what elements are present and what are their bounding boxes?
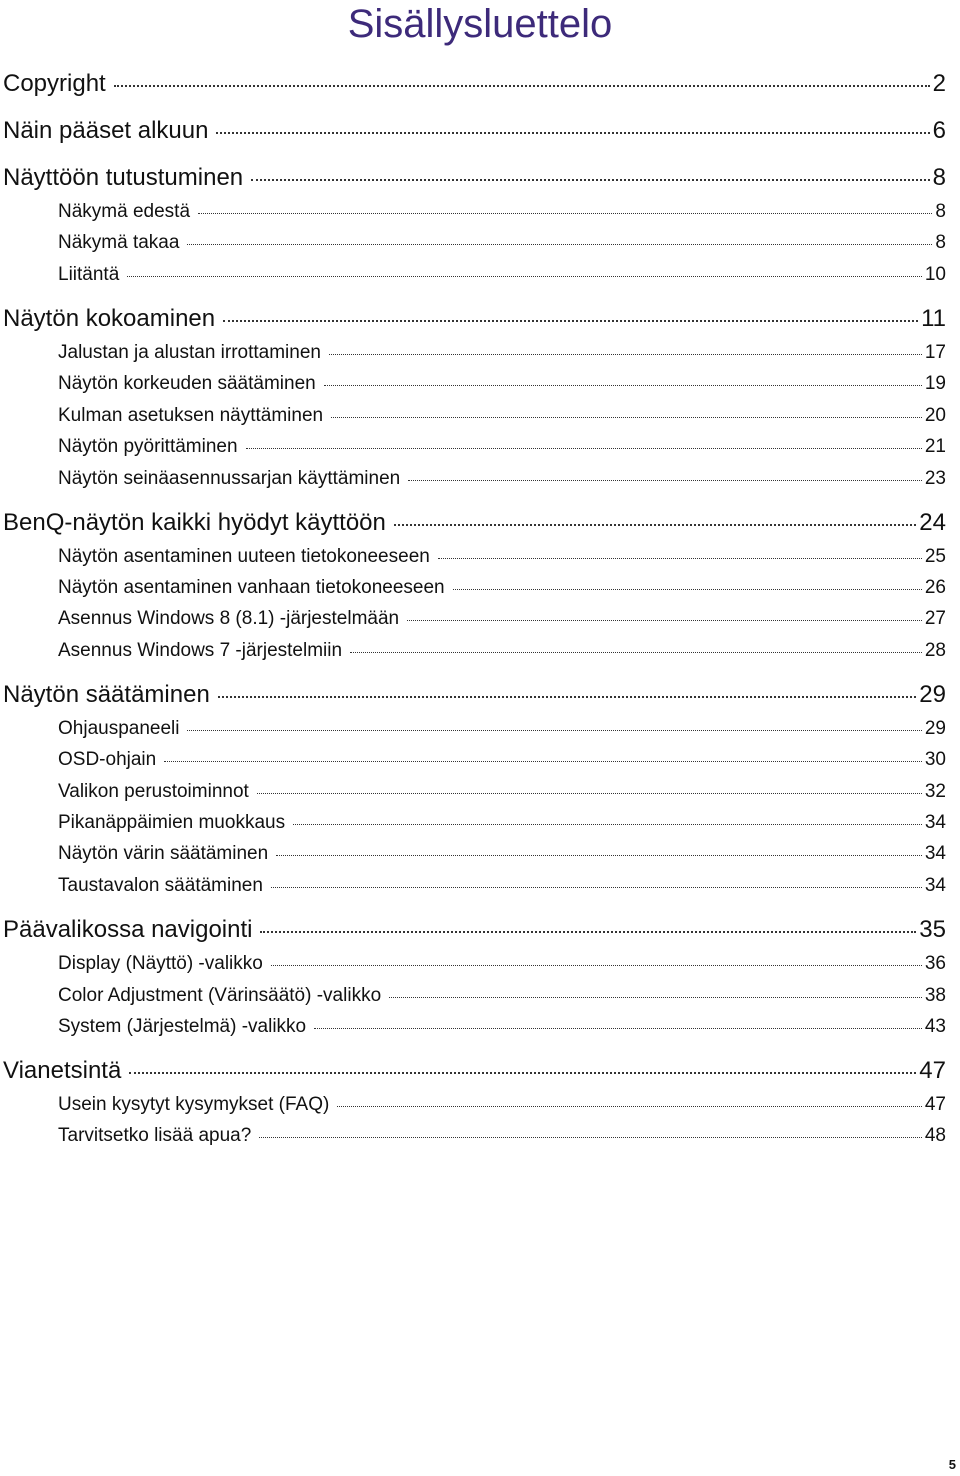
toc-dot-leader xyxy=(271,965,922,966)
toc-entry-label: Näytön asentaminen uuteen tietokoneeseen xyxy=(58,546,430,567)
toc-entry-label: Näytön säätäminen xyxy=(3,681,210,708)
toc-entry-label: Pikanäppäimien muokkaus xyxy=(58,812,286,833)
toc-entry-label: Taustavalon säätäminen xyxy=(58,875,263,896)
toc-dot-leader xyxy=(276,855,922,856)
toc-dot-leader xyxy=(329,354,922,355)
toc-entry-label: Näytön värin säätäminen xyxy=(58,843,269,864)
toc-entry-page: 34 xyxy=(924,843,946,864)
toc-entry-label: Color Adjustment (Värinsäätö) -valikko xyxy=(58,985,382,1006)
toc-section-entry[interactable] xyxy=(58,232,946,254)
page-number: 5 xyxy=(948,1457,956,1472)
toc-chapter-entry[interactable] xyxy=(3,916,946,944)
toc-section-entry[interactable] xyxy=(58,1016,946,1038)
toc-entry-page: 26 xyxy=(924,577,946,598)
toc-section-entry[interactable] xyxy=(58,405,946,427)
toc-dot-leader xyxy=(271,887,922,888)
toc-entry-label: Näyttöön tutustuminen xyxy=(3,164,244,191)
toc-entry-label: System (Järjestelmä) -valikko xyxy=(58,1016,307,1037)
toc-dot-leader xyxy=(129,1072,916,1074)
toc-dot-leader xyxy=(187,244,932,245)
toc-section-entry[interactable] xyxy=(58,875,946,897)
toc-section-entry[interactable] xyxy=(58,1094,946,1116)
toc-section-entry[interactable] xyxy=(58,953,946,975)
toc-dot-leader xyxy=(350,652,922,653)
toc-dot-leader xyxy=(314,1028,922,1029)
toc-entry-label: Näytön korkeuden säätäminen xyxy=(58,373,316,394)
toc-chapter-entry[interactable] xyxy=(3,681,946,709)
toc-dot-leader xyxy=(127,276,922,277)
toc-section-entry[interactable] xyxy=(58,436,946,458)
toc-entry-label: OSD-ohjain xyxy=(58,749,157,770)
toc-entry-page: 28 xyxy=(924,640,946,661)
toc-entry-label: Liitäntä xyxy=(58,264,120,285)
toc-dot-leader xyxy=(257,793,922,794)
toc-entry-page: 23 xyxy=(924,468,946,489)
toc-entry-page: 24 xyxy=(919,509,946,536)
toc-entry-page: 2 xyxy=(932,70,946,97)
toc-dot-leader xyxy=(293,824,922,825)
toc-entry-page: 17 xyxy=(924,342,946,363)
toc-dot-leader xyxy=(394,524,916,526)
toc-entry-page: 36 xyxy=(924,953,946,974)
toc-entry-page: 30 xyxy=(924,749,946,770)
toc-chapter-entry[interactable] xyxy=(3,509,946,537)
toc-dot-leader xyxy=(259,1137,922,1138)
toc-entry-label: Tarvitsetko lisää apua? xyxy=(58,1125,252,1146)
toc-section-entry[interactable] xyxy=(58,264,946,286)
toc-section-entry[interactable] xyxy=(58,201,946,223)
toc-section-entry[interactable] xyxy=(58,373,946,395)
toc-dot-leader xyxy=(198,213,932,214)
toc-entry-label: Ohjauspaneeli xyxy=(58,718,180,739)
toc-entry-page: 47 xyxy=(924,1094,946,1115)
toc-section-entry[interactable] xyxy=(58,1125,946,1147)
toc-chapter-entry[interactable] xyxy=(3,164,946,192)
toc-section-entry[interactable] xyxy=(58,577,946,599)
toc-entry-label: Päävalikossa navigointi xyxy=(3,916,253,943)
toc-entry-page: 43 xyxy=(924,1016,946,1037)
toc-entry-page: 48 xyxy=(924,1125,946,1146)
toc-section-entry[interactable] xyxy=(58,749,946,771)
page-title: Sisällysluettelo xyxy=(347,2,613,46)
toc-entry-page: 8 xyxy=(935,232,946,253)
toc-entry-page: 8 xyxy=(932,164,946,191)
toc-entry-label: Näkymä takaa xyxy=(58,232,180,253)
toc-dot-leader xyxy=(260,931,916,933)
toc-dot-leader xyxy=(223,320,918,322)
toc-entry-label: BenQ-näytön kaikki hyödyt käyttöön xyxy=(3,509,386,536)
toc-dot-leader xyxy=(187,730,921,731)
toc-entry-label: Copyright xyxy=(3,70,106,97)
toc-entry-label: Kulman asetuksen näyttäminen xyxy=(58,405,324,426)
toc-entry-page: 8 xyxy=(935,201,946,222)
toc-chapter-entry[interactable] xyxy=(3,305,946,333)
toc-entry-page: 29 xyxy=(924,718,946,739)
toc-entry-label: Näytön kokoaminen xyxy=(3,305,216,332)
toc-entry-page: 34 xyxy=(924,875,946,896)
toc-section-entry[interactable] xyxy=(58,985,946,1007)
toc-entry-label: Näytön pyörittäminen xyxy=(58,436,238,457)
toc-entry-label: Näkymä edestä xyxy=(58,201,191,222)
toc-entry-page: 10 xyxy=(924,264,946,285)
toc-dot-leader xyxy=(337,1106,922,1107)
toc-entry-label: Vianetsintä xyxy=(3,1057,122,1084)
toc-section-entry[interactable] xyxy=(58,781,946,803)
toc-dot-leader xyxy=(408,480,922,481)
toc-entry-label: Asennus Windows 7 -järjestelmiin xyxy=(58,640,343,661)
toc-dot-leader xyxy=(251,179,930,181)
toc-section-entry[interactable] xyxy=(58,843,946,865)
toc-dot-leader xyxy=(407,620,922,621)
toc-dot-leader xyxy=(216,132,929,134)
toc-entry-page: 47 xyxy=(919,1057,946,1084)
toc-entry-label: Usein kysytyt kysymykset (FAQ) xyxy=(58,1094,330,1115)
toc-entry-page: 6 xyxy=(932,117,946,144)
toc-chapter-entry[interactable] xyxy=(3,117,946,145)
toc-dot-leader xyxy=(389,997,922,998)
toc-entry-page: 27 xyxy=(924,608,946,629)
toc-section-entry[interactable] xyxy=(58,812,946,834)
toc-section-entry[interactable] xyxy=(58,608,946,630)
toc-entry-page: 35 xyxy=(919,916,946,943)
toc-entry-label: Display (Näyttö) -valikko xyxy=(58,953,263,974)
toc-entry-label: Näytön asentaminen vanhaan tietokoneeseen xyxy=(58,577,445,598)
toc-section-entry[interactable] xyxy=(58,468,946,490)
toc-entry-page: 34 xyxy=(924,812,946,833)
toc-entry-label: Asennus Windows 8 (8.1) -järjestelmään xyxy=(58,608,400,629)
toc-dot-leader xyxy=(246,448,922,449)
toc-section-entry[interactable] xyxy=(58,640,946,662)
toc-chapter-entry[interactable] xyxy=(3,1057,946,1085)
toc-section-entry[interactable] xyxy=(58,718,946,740)
toc-dot-leader xyxy=(438,558,922,559)
toc-section-entry[interactable] xyxy=(58,342,946,364)
toc-dot-leader xyxy=(453,589,922,590)
toc-entry-label: Valikon perustoiminnot xyxy=(58,781,249,802)
toc-section-entry[interactable] xyxy=(58,546,946,568)
toc-entry-page: 21 xyxy=(924,436,946,457)
toc-entry-page: 20 xyxy=(924,405,946,426)
toc-entry-label: Näin pääset alkuun xyxy=(3,117,209,144)
toc-entry-page: 19 xyxy=(924,373,946,394)
toc-entry-label: Jalustan ja alustan irrottaminen xyxy=(58,342,321,363)
toc-entry-page: 32 xyxy=(924,781,946,802)
toc-dot-leader xyxy=(331,417,922,418)
toc-entry-page: 25 xyxy=(924,546,946,567)
toc-chapter-entry[interactable] xyxy=(3,70,946,98)
toc-entry-page: 38 xyxy=(924,985,946,1006)
toc-entry-page: 29 xyxy=(919,681,946,708)
toc-dot-leader xyxy=(114,85,930,87)
toc-dot-leader xyxy=(324,385,922,386)
toc-entry-label: Näytön seinäasennussarjan käyttäminen xyxy=(58,468,401,489)
toc-dot-leader xyxy=(164,761,922,762)
toc-entry-page: 11 xyxy=(921,305,946,332)
toc-dot-leader xyxy=(218,696,917,698)
